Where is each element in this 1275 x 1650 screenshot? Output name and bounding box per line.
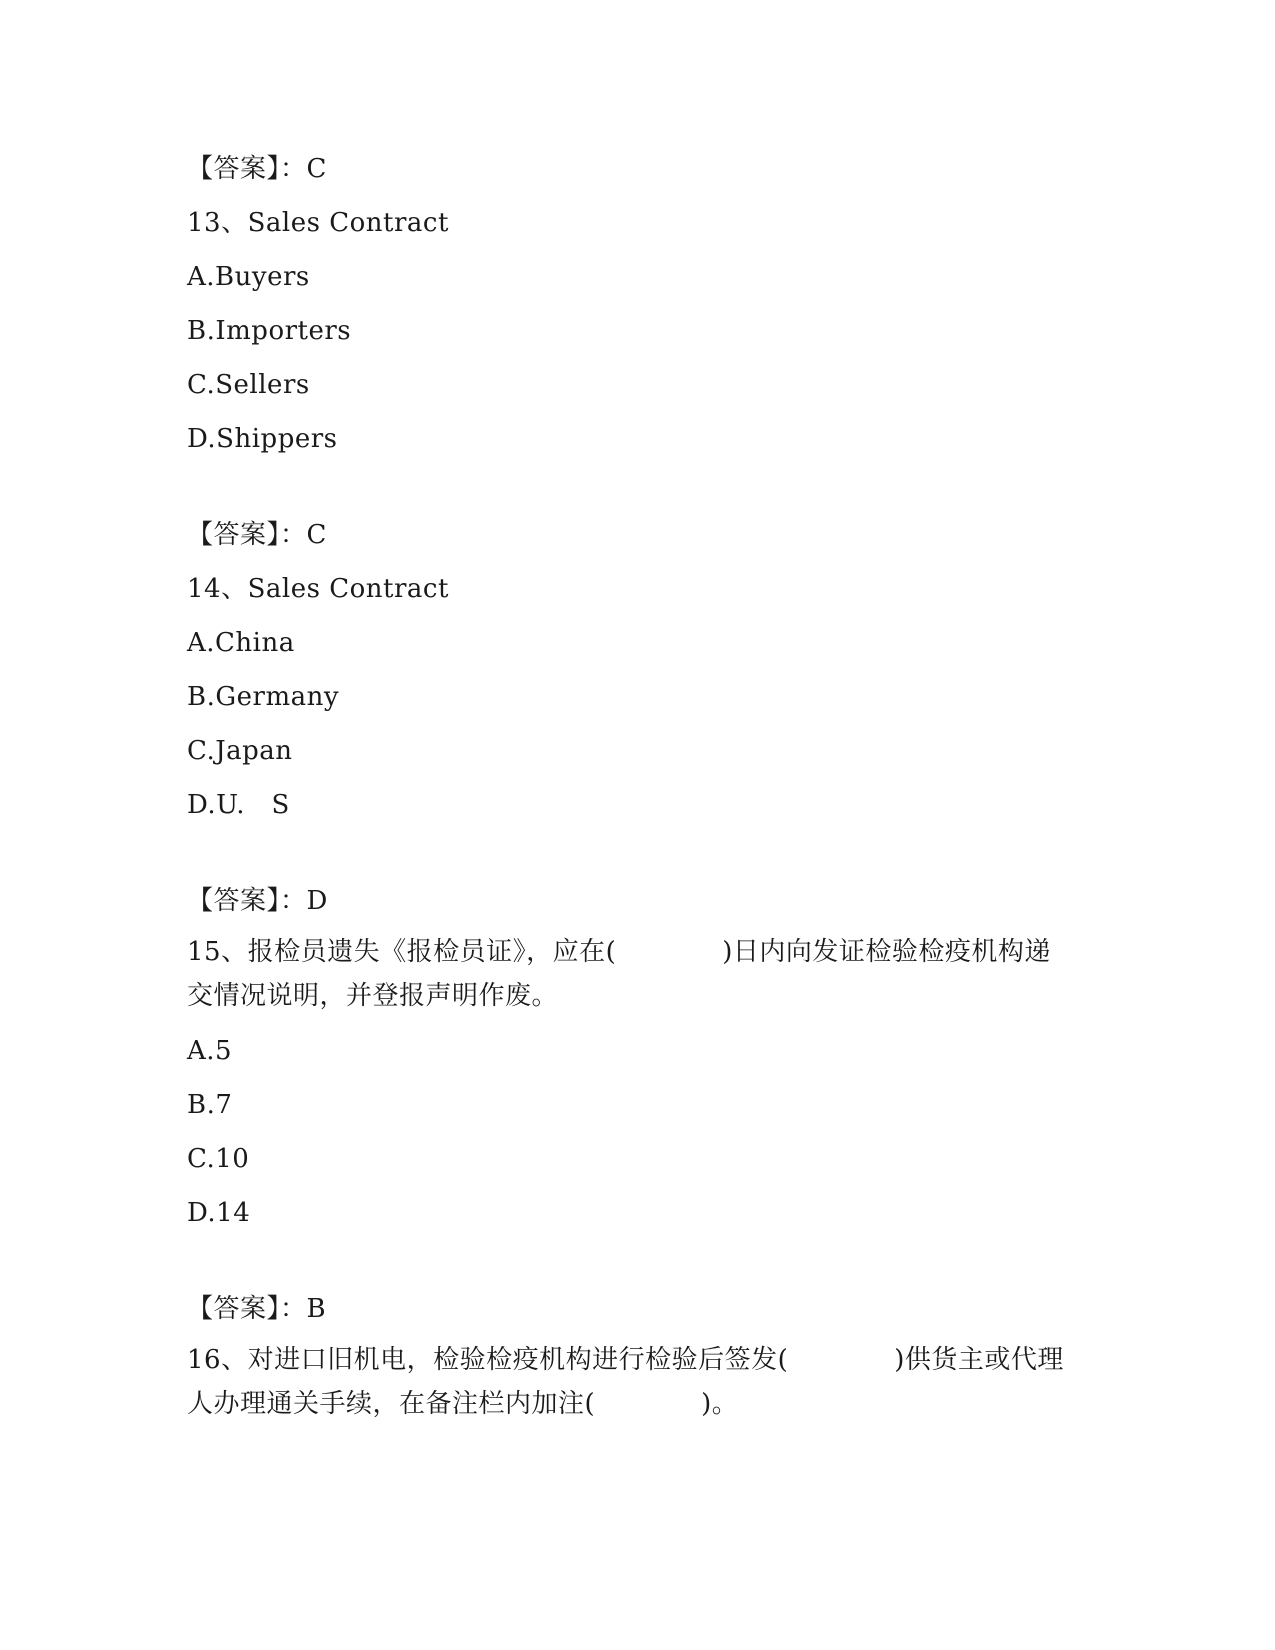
question-13-option-b: B.Importers [187,316,352,346]
question-16-stem: 16、对进口旧机电，检验检疫机构进行检验后签发( )供货主或代理人办理通关手续，在备注栏内加注( )。 [187,1345,1064,1419]
question-15-option-a: A.5 [187,1036,233,1066]
question-15-option-d: D.14 [187,1198,251,1228]
question-14-option-b: B.Germany [187,682,340,712]
answer-12: 【答案】：C [187,154,327,184]
question-13-stem: 13、Sales Contract [187,208,449,238]
answer-14: 【答案】：D [187,886,328,916]
question-14-stem: 14、Sales Contract [187,574,449,604]
question-13-option-d: D.Shippers [187,424,338,454]
question-13-option-a: A.Buyers [187,262,310,292]
question-15-option-b: B.7 [187,1090,233,1120]
question-14-option-d: D.U. S [187,790,290,820]
question-14-option-c: C.Japan [187,736,293,766]
question-15-option-c: C.10 [187,1144,250,1174]
question-14-option-a: A.China [187,628,295,658]
answer-13: 【答案】：C [187,520,327,550]
question-13-option-c: C.Sellers [187,370,310,400]
answer-15: 【答案】：B [187,1294,327,1324]
question-15-stem: 15、报检员遗失《报检员证》，应在( )日内向发证检验检疫机构递交情况说明，并登报声明作废。 [187,937,1051,1011]
